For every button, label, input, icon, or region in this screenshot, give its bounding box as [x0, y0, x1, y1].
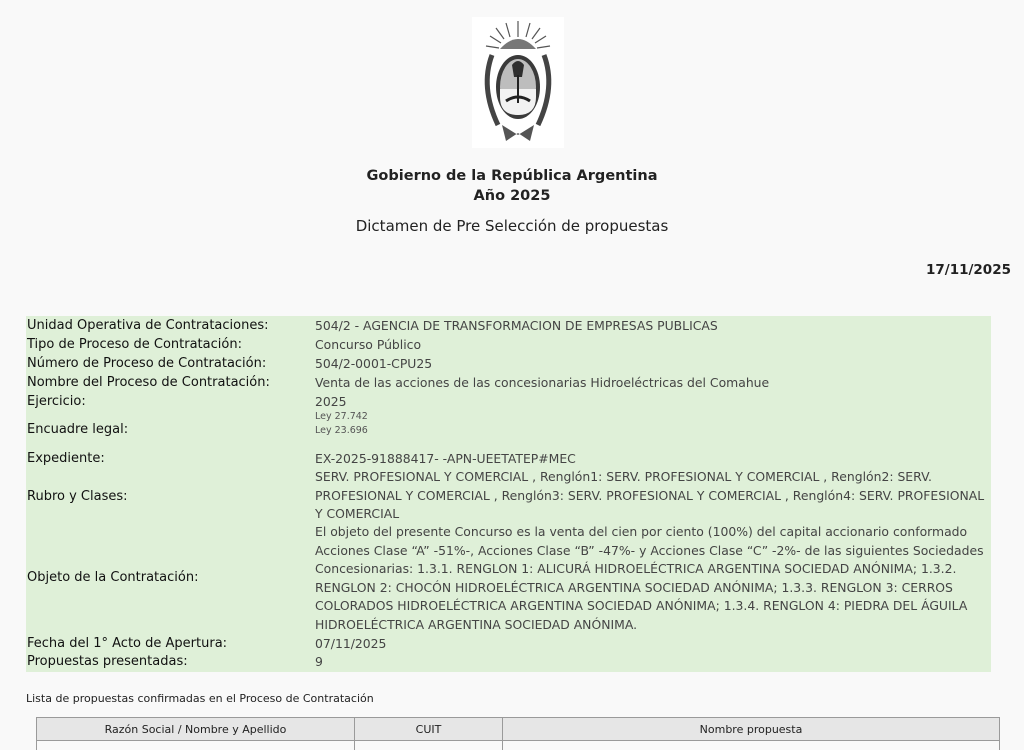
rubro-value: SERV. PROFESIONAL Y COMERCIAL , Renglón1: SERV. PROFESIONAL Y COMERCIAL , Renglón2: SERV. PROFESIONAL Y COMERCIAL , Renglón3: SERV. PROFESIONAL Y COMERCIAL , Renglón4: SERV. PROFESIONAL Y COMERCIAL — [315, 469, 985, 521]
encuadre-label: Encuadre legal: — [27, 422, 129, 437]
document-title: Dictamen de Pre Selección de propuestas — [355, 217, 669, 235]
nombre-value: Venta de las acciones de las concesionarias Hidroeléctricas del Comahue — [315, 375, 770, 390]
process-details-panel — [26, 316, 991, 672]
expediente-value: EX-2025-91888417- -APN-UEETATEP#MEC — [315, 451, 576, 466]
column-divider — [354, 740, 355, 750]
ejercicio-label: Ejercicio: — [27, 394, 86, 409]
table-row — [36, 740, 1000, 750]
column-header-cuit: CUIT — [355, 718, 503, 740]
column-divider — [502, 740, 503, 750]
government-title: Gobierno de la República Argentina — [366, 168, 658, 184]
encuadre-value-2: Ley 23.696 — [315, 425, 368, 436]
proposals-list-title: Lista de propuestas confirmadas en el Proceso de Contratación — [26, 692, 374, 705]
numero-label: Número de Proceso de Contratación: — [27, 356, 267, 371]
ejercicio-value: 2025 — [315, 394, 347, 409]
unidad-value: 504/2 - AGENCIA DE TRANSFORMACION DE EMPRESAS PUBLICAS — [315, 318, 718, 333]
coat-of-arms-icon — [472, 17, 564, 148]
rubro-label: Rubro y Clases: — [27, 489, 128, 504]
objeto-label: Objeto de la Contratación: — [27, 570, 199, 585]
propuestas-label: Propuestas presentadas: — [27, 654, 188, 669]
expediente-label: Expediente: — [27, 451, 105, 466]
numero-value: 504/2-0001-CPU25 — [315, 356, 433, 371]
nombre-label: Nombre del Proceso de Contratación: — [27, 375, 270, 390]
document-date: 17/11/2025 — [925, 262, 1011, 278]
column-header-razon-social: Razón Social / Nombre y Apellido — [37, 718, 355, 740]
fecha-value: 07/11/2025 — [315, 636, 387, 651]
column-header-nombre-propuesta: Nombre propuesta — [699, 722, 803, 736]
tipo-value: Concurso Público — [315, 337, 422, 352]
fecha-label: Fecha del 1° Acto de Apertura: — [27, 636, 228, 651]
year-title: Año 2025 — [473, 188, 551, 204]
objeto-value: El objeto del presente Concurso es la venta del cien por ciento (100%) del capital accionario conformado Acciones Clase “A” -51%-, Acciones Clase “B” -47%- y Acciones Clase “C” -2%- de las siguientes Sociedades Concesionarias: 1.3.1. RENGLON 1: ALICURÁ HIDROELÉCTRICA ARGENTINA SOCIEDAD ANÓNIMA; 1.3.2. RENGLON 2: CHOCÓN HIDROELÉCTRICA ARGENTINA SOCIEDAD ANÓNIMA; 1.3.3. RENGLON 3: CERROS COLORADOS HIDROELÉCTRICA ARGENTINA SOCIEDAD ANÓNIMA; 1.3.4. RENGLON 4: PIEDRA DEL ÁGUILA HIDROELÉCTRICA ARGENTINA SOCIEDAD ANÓNIMA. — [315, 524, 984, 632]
unidad-label: Unidad Operativa de Contrataciones: — [27, 318, 269, 333]
tipo-label: Tipo de Proceso de Contratación: — [27, 337, 242, 352]
proposals-table-header — [36, 717, 1000, 741]
propuestas-value: 9 — [315, 654, 323, 669]
encuadre-value-1: Ley 27.742 — [315, 411, 368, 422]
